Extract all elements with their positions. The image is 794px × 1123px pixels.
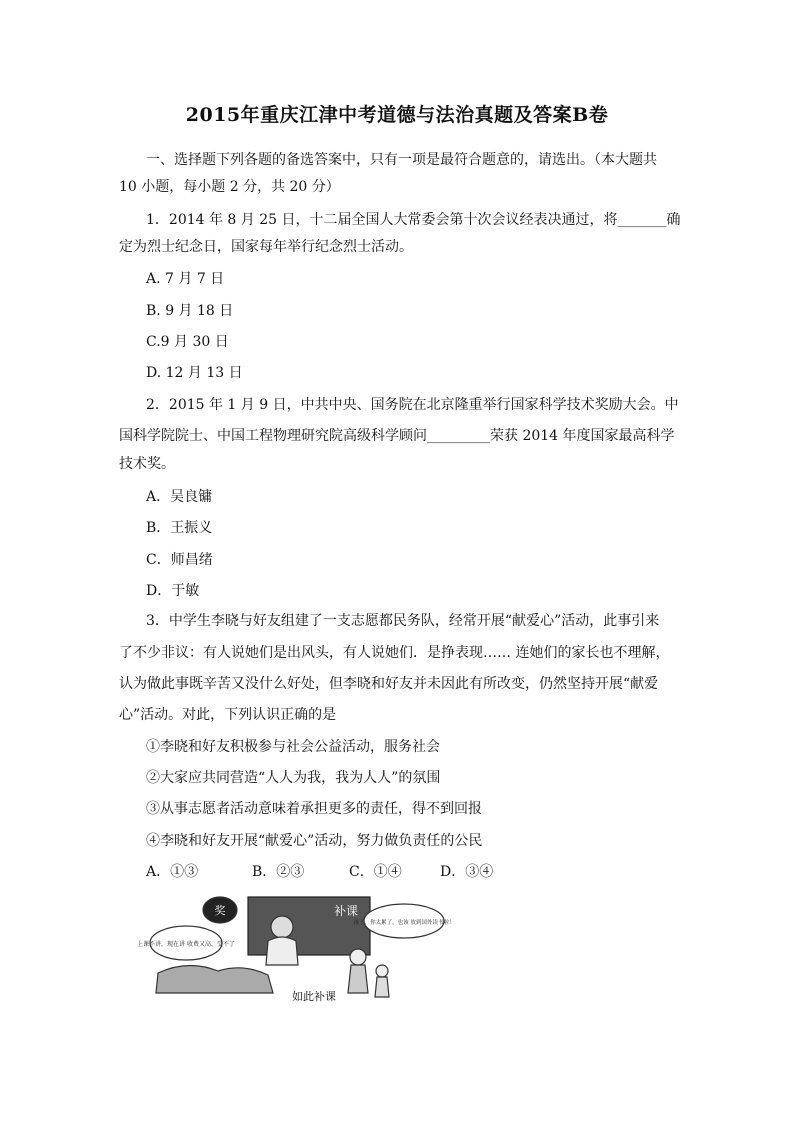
child-head: [376, 965, 388, 977]
q3-statement-4: ④李晓和好友开展“献爱心”活动，努力做负责任的公民: [146, 833, 483, 849]
q3-statement-3: ③从事志愿者活动意味着承担更多的责任，得不到回报: [146, 801, 482, 817]
q1-stem-line-2: 定为烈士纪念日，国家每年举行纪念烈士活动。: [119, 239, 413, 255]
q2-option-d: D．于敏: [146, 583, 200, 599]
cartoon-caption: 如此补课: [292, 990, 336, 1003]
q1-option-a: A. 7 月 7 日: [146, 271, 225, 287]
q2-stem-line-1: 2．2015 年 1 月 9 日，中共中央、国务院在北京隆重举行国家科学技术奖励大会。中: [146, 397, 679, 413]
q3-statement-2: ②大家应共同营造“人人为我，我为人人”的氛围: [146, 770, 441, 786]
q1-option-b: B. 9 月 18 日: [146, 303, 234, 319]
q3-stem-line-3: 认为做此事既辛苦又没什么好处，但李晓和好友并未因此有所改变，仍然坚持开展“献爱: [119, 676, 659, 692]
q3-statement-1: ①李晓和好友积极参与社会公益活动，服务社会: [146, 739, 440, 755]
right-bubble-text: 孩子，你太累了，也该 放到国外读书啦！: [353, 920, 455, 926]
parent-body: [348, 965, 368, 993]
q3-stem-line-1: 3．中学生李晓与好友组建了一支志愿都民务队，经常开展“献爱心”活动，此事引来: [146, 613, 660, 629]
q3-choice-c: C．①④: [349, 864, 402, 880]
left-bubble-text: 上课不讲，现在讲 收费又高，受不了: [137, 941, 235, 948]
q2-stem-line-2: 国科学院院士、中国工程物理研究院高级科学顾问_________荣获 2014 年度国家最高科学: [119, 428, 675, 444]
q1-option-c: C.9 月 30 日: [146, 334, 229, 350]
page-title: 2015年重庆江津中考道德与法治真题及答案B卷: [185, 104, 609, 126]
q3-choice-d: D．③④: [440, 864, 494, 880]
q2-stem-line-3: 技术奖。: [119, 456, 175, 472]
teacher-body: [266, 937, 298, 965]
q3-choice-a: A．①③: [146, 864, 199, 880]
parent-head: [350, 949, 366, 965]
q2-option-a: A．吴良镛: [146, 489, 213, 505]
child-body: [375, 977, 389, 997]
q3-stem-line-4: 心”活动。对此，下列认识正确的是: [119, 707, 337, 723]
q1-stem-line-1: 1．2014 年 8 月 25 日，十二届全国人大常委会第十次会议经表决通过，将_______确: [146, 212, 681, 228]
teacher-head: [271, 916, 293, 938]
section-instruction-line-1: 一、选择题下列各题的备选答案中，只有一项是最符合题意的，请选出。（本大题共: [146, 152, 657, 168]
q1-option-d: D. 12 月 13 日: [146, 365, 243, 381]
students-crowd: [156, 965, 273, 993]
q2-option-b: B．王振义: [146, 520, 213, 536]
section-instruction-line-2: 10 小题，每小题 2 分，共 20 分）: [119, 179, 340, 195]
blackboard-text: 补课: [333, 904, 359, 918]
q2-option-c: C．师昌绪: [146, 552, 213, 568]
badge-text: 奖: [214, 904, 226, 917]
q3-stem-line-2: 了不少非议：有人说她们是出风头，有人说她们．是挣表现…… 连她们的家长也不理解，: [119, 645, 670, 661]
q3-choice-b: B．②③: [252, 864, 305, 880]
